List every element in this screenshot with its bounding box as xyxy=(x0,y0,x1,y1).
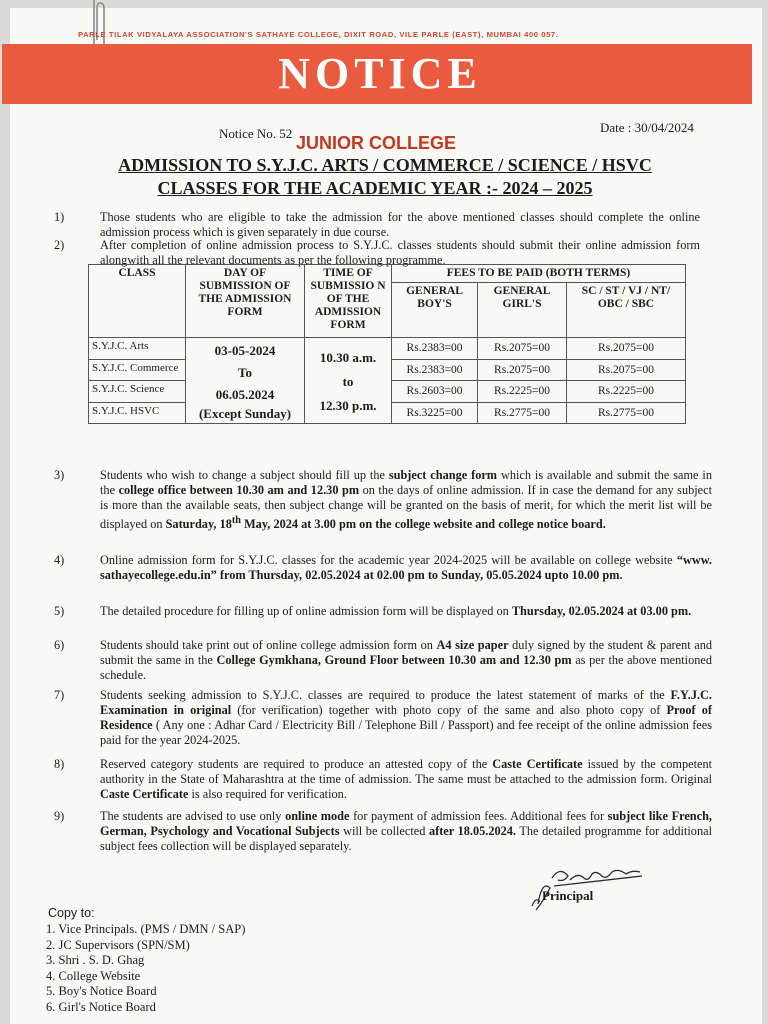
point-number: 1) xyxy=(54,210,65,224)
fee-reserved: Rs.2775=00 xyxy=(566,402,685,424)
fee-general-boys: Rs.3225=00 xyxy=(392,402,478,424)
fee-general-boys: Rs.2383=00 xyxy=(392,359,478,381)
table-row xyxy=(89,338,686,360)
point-text: Students should take print out of online college admission form on A4 size paper duly signed by the student & parent and submit the same in the College Gymkhana, Ground Floor between 10.30 am and 12.30 pm as per the above mentioned schedule. xyxy=(100,638,712,682)
point-text: Reserved category students are required to produce an attested copy of the Caste Certificate issued by the competent authority in the State of Maharashtra at the time of admission. The same must be attached to the admission form. Original Caste Certificate is also required for verification. xyxy=(100,757,713,801)
time-from: 10.30 a.m. xyxy=(319,350,377,365)
point-number: 5) xyxy=(54,604,65,618)
list-item: 1. Vice Principals. (PMS / DMN / SAP) xyxy=(46,922,246,936)
association-line: PARLE TILAK VIDYALAYA ASSOCIATION'S SATHAYE COLLEGE, DIXIT ROAD, VILE PARLE (EAST), MUMBAI 400 057. xyxy=(78,30,559,39)
point-text: Those students who are eligible to take the admission for the above mentioned classes should complete the online admission process which is given separately in due course. xyxy=(100,210,700,239)
point-number: 7) xyxy=(54,688,65,702)
class-cell: S.Y.J.C. Science xyxy=(89,381,186,403)
junior-college-label: JUNIOR COLLEGE xyxy=(296,133,457,153)
point-text: The detailed procedure for filling up of online admission form will be displayed on Thursday, 02.05.2024 at 03.00 pm. xyxy=(100,604,692,618)
submission-day-cell xyxy=(186,338,305,424)
notice-title-line1: ADMISSION TO S.Y.J.C. ARTS / COMMERCE / SCIENCE / HSVC xyxy=(118,155,652,175)
col-header-fees: FEES TO BE PAID (BOTH TERMS) xyxy=(392,265,686,283)
fee-general-girls: Rs.2775=00 xyxy=(478,402,567,424)
fee-general-girls: Rs.2075=00 xyxy=(478,338,567,360)
point-number: 3) xyxy=(54,468,65,482)
point-number: 8) xyxy=(54,757,65,771)
fee-general-girls: Rs.2075=00 xyxy=(478,359,567,381)
fee-general-boys: Rs.2383=00 xyxy=(392,338,478,360)
class-cell: S.Y.J.C. Arts xyxy=(89,338,186,360)
notice-number: Notice No. 52 xyxy=(219,126,293,141)
list-item: 3. Shri . S. D. Ghag xyxy=(46,953,145,968)
point-text: Online admission form for S.Y.J.C. classes for the academic year 2024-2025 will be available on college website “www. sathayecollege.edu.in” from Thursday, 02.05.2024 at 02.00 pm to Sunday, 05.05.2024 upto 10.00 pm. xyxy=(100,553,712,582)
col-header-general-girls: GENERAL GIRL'S xyxy=(478,283,567,338)
col-header-reserved: SC / ST / VJ / NT/ OBC / SBC xyxy=(566,283,685,338)
time-to-word: to xyxy=(342,374,354,389)
class-cell: S.Y.J.C. Commerce xyxy=(89,359,186,381)
list-item: 5. Boy's Notice Board xyxy=(46,984,157,999)
notice-title-line2: CLASSES FOR THE ACADEMIC YEAR :- 2024 – 2025 xyxy=(157,178,593,198)
admission-fees-table xyxy=(88,264,686,424)
day-to-word: To xyxy=(238,365,252,380)
submission-time-cell xyxy=(305,338,392,424)
principal-label: Principal xyxy=(542,888,594,903)
list-item: 6. Girl's Notice Board xyxy=(46,999,156,1014)
fee-reserved: Rs.2075=00 xyxy=(566,338,685,360)
point-number: 6) xyxy=(54,638,65,652)
point-number: 4) xyxy=(54,553,65,567)
fee-reserved: Rs.2075=00 xyxy=(566,359,685,381)
point-text: Students who wish to change a subject should fill up the subject change form which is available and submit the same in the college office between 10.30 am and 12.30 pm on the days of online admission. If in case the demand for any subject is more than the available seats, then subject change will be granted on the basis of merit, for which the merit list will be displayed on Saturday, 18th May, 2024 at 3.00 pm on the college website and college notice board. xyxy=(100,468,712,532)
fee-reserved: Rs.2225=00 xyxy=(566,381,685,403)
class-cell: S.Y.J.C. HSVC xyxy=(89,402,186,424)
day-to: 06.05.2024 xyxy=(215,387,275,402)
day-except: (Except Sunday) xyxy=(198,406,292,421)
point-text: After completion of online admission process to S.Y.J.C. classes students should submit their online admission form alongwith all the relevant documents as per the following programme. xyxy=(100,238,700,267)
col-header-day: DAY OF SUBMISSION OF THE ADMISSION FORM xyxy=(186,265,305,338)
day-from: 03-05-2024 xyxy=(214,343,276,358)
time-to: 12.30 p.m. xyxy=(319,398,377,413)
point-number: 2) xyxy=(54,238,65,252)
copy-to-title: Copy to: xyxy=(48,906,95,920)
point-text: The students are advised to use only online mode for payment of admission fees. Additional fees for subject like French, German, Psychology and Vocational Subjects will be collected after 18.05.2024. The detailed programme for additional subject fees collection will be displayed separately. xyxy=(100,809,712,853)
point-text: Students seeking admission to S.Y.J.C. classes are required to produce the latest statement of marks of the F.Y.J.C. Examination in original (for verification) together with photo copy of the same and also photo copy of Proof of Residence ( Any one : Adhar Card / Electricity Bill / Telephone Bill / Passport) and fee receipt of the online admission fees paid for the year 2024-2025. xyxy=(100,688,712,747)
col-header-general-boys: GENERAL BOY'S xyxy=(392,283,478,338)
fee-general-girls: Rs.2225=00 xyxy=(478,381,567,403)
list-item: 4. College Website xyxy=(46,968,141,983)
list-item: 2. JC Supervisors (SPN/SM) xyxy=(46,937,190,952)
point-number: 9) xyxy=(54,809,65,823)
col-header-class: CLASS xyxy=(89,265,186,338)
col-header-time: TIME OF SUBMISSIO N OF THE ADMISSION FORM xyxy=(305,265,392,338)
banner-title: NOTICE xyxy=(278,49,482,98)
fee-general-boys: Rs.2603=00 xyxy=(392,381,478,403)
notice-date: Date : 30/04/2024 xyxy=(600,120,694,135)
copy-to-list xyxy=(46,922,245,1016)
